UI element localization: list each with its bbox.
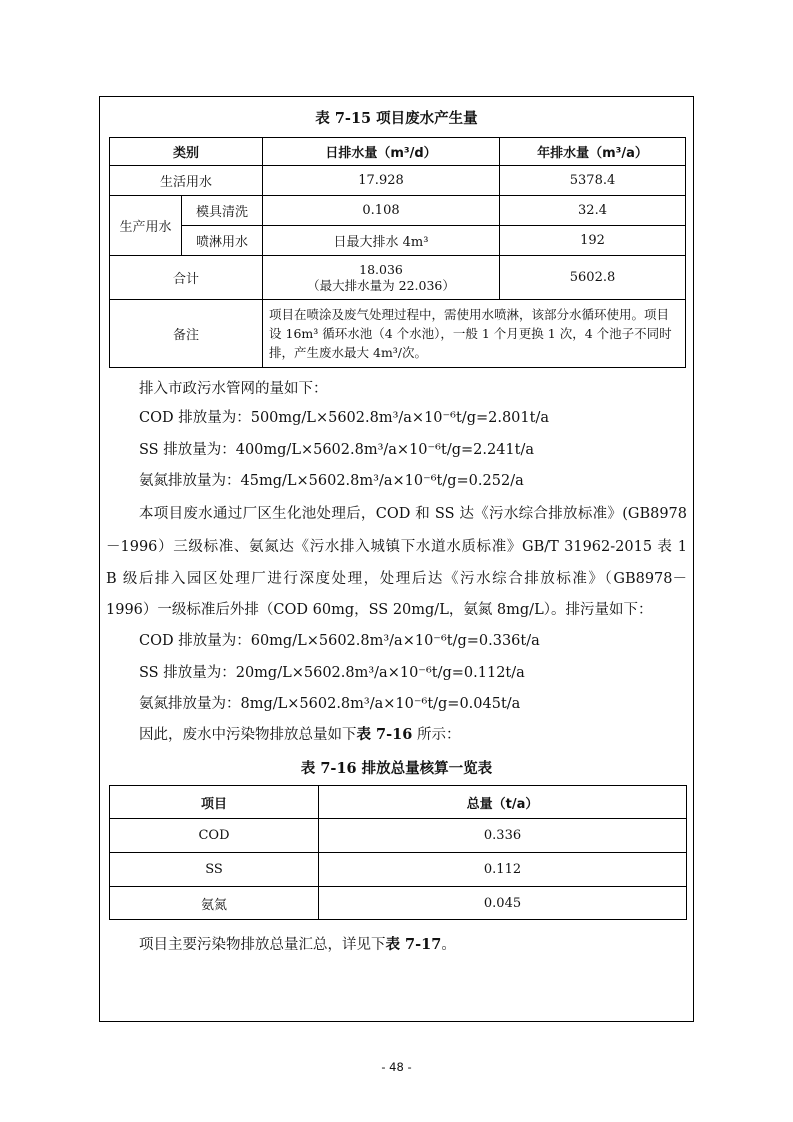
daily-value: 17.928	[263, 166, 500, 196]
table-row	[110, 300, 686, 368]
text: 所示：	[412, 727, 461, 743]
table-7-16-title: 表 7-16 排放总量核算一览表	[300, 760, 493, 777]
table-row	[110, 256, 686, 300]
annual-value: 5378.4	[500, 166, 686, 196]
table-reference: 表 7-16	[356, 726, 413, 743]
header-total: 总量（t/a）	[319, 786, 687, 819]
table-row	[110, 887, 687, 920]
daily-value: 日最大排水 4m³	[263, 226, 500, 256]
daily-value: 0.108	[263, 196, 500, 226]
table-7-15-title: 表 7-15 项目废水产生量	[315, 110, 478, 127]
paragraph-line: －1996）三级标准、氨氮达《污水排入城镇下水道水质标准》GB/T 31962-2015 表 1	[106, 539, 687, 555]
text: 。	[441, 937, 456, 953]
item-cell: 氨氮	[110, 887, 319, 920]
row-label: 备注	[110, 300, 263, 368]
paragraph	[100, 935, 693, 955]
group-label: 生产用水	[110, 196, 182, 256]
table-row	[110, 166, 686, 196]
paragraph	[100, 725, 693, 745]
table-7-16	[109, 785, 687, 920]
paragraph-line: B 级后排入园区处理厂进行深度处理，处理后达《污水综合排放标准》（GB8978－	[106, 571, 687, 587]
header-item: 项目	[110, 786, 319, 819]
page-number: - 48 -	[381, 1060, 412, 1074]
paragraph: SS 排放量为：400mg/L×5602.8m³/a×10⁻⁶t/g=2.241t/a	[139, 442, 534, 458]
table-row	[110, 196, 686, 226]
table-row	[110, 853, 687, 887]
table-header-row	[110, 786, 687, 819]
annual-value: 192	[500, 226, 686, 256]
remark-text: 项目在喷涂及废气处理过程中，需使用水喷淋，该部分水循环使用。项目设 16m³ 循环水池（4 个水池），一般 1 个月更换 1 次，4 个池子不同时排，产生废水最大 4m³/次。	[263, 300, 686, 368]
paragraph: 排入市政污水管网的量如下：	[139, 381, 328, 397]
table-row	[110, 819, 687, 853]
row-label: 喷淋用水	[182, 226, 263, 256]
header-daily: 日排水量（m³/d）	[263, 138, 500, 166]
total-cell: 0.112	[319, 853, 687, 887]
daily-max-note: （最大排水量为 22.036）	[307, 277, 455, 293]
item-cell: COD	[110, 819, 319, 853]
table-7-15	[109, 137, 686, 368]
daily-total: 18.036	[359, 261, 403, 277]
paragraph: SS 排放量为：20mg/L×5602.8m³/a×10⁻⁶t/g=0.112t/a	[139, 665, 525, 681]
total-cell: 0.336	[319, 819, 687, 853]
annual-value: 32.4	[500, 196, 686, 226]
text: 因此，废水中污染物排放总量如下	[139, 727, 357, 743]
row-label: 模具清洗	[182, 196, 263, 226]
paragraph: 氨氮排放量为：8mg/L×5602.8m³/a×10⁻⁶t/g=0.045t/a	[139, 696, 521, 712]
table-reference: 表 7-17	[385, 936, 442, 953]
item-cell: SS	[110, 853, 319, 887]
table-row	[110, 226, 686, 256]
paragraph: COD 排放量为：60mg/L×5602.8m³/a×10⁻⁶t/g=0.336t/a	[139, 633, 540, 649]
paragraph: COD 排放量为：500mg/L×5602.8m³/a×10⁻⁶t/g=2.801t/a	[139, 410, 549, 426]
text: 项目主要污染物排放总量汇总，详见下	[139, 937, 386, 953]
table-header-row	[110, 138, 686, 166]
content-frame	[99, 96, 694, 1022]
header-annual: 年排水量（m³/a）	[500, 138, 686, 166]
paragraph-line: 本项目废水通过厂区生化池处理后，COD 和 SS 达《污水综合排放标准》(GB8978	[139, 506, 687, 522]
header-category: 类别	[110, 138, 263, 166]
daily-value	[263, 256, 500, 300]
row-label: 生活用水	[110, 166, 263, 196]
total-cell: 0.045	[319, 887, 687, 920]
row-label: 合计	[110, 256, 263, 300]
paragraph-line: 1996）一级标准后外排（COD 60mg，SS 20mg/L，氨氮 8mg/L）。排污量如下：	[106, 602, 653, 618]
paragraph: 氨氮排放量为：45mg/L×5602.8m³/a×10⁻⁶t/g=0.252/a	[139, 473, 524, 489]
annual-value: 5602.8	[500, 256, 686, 300]
